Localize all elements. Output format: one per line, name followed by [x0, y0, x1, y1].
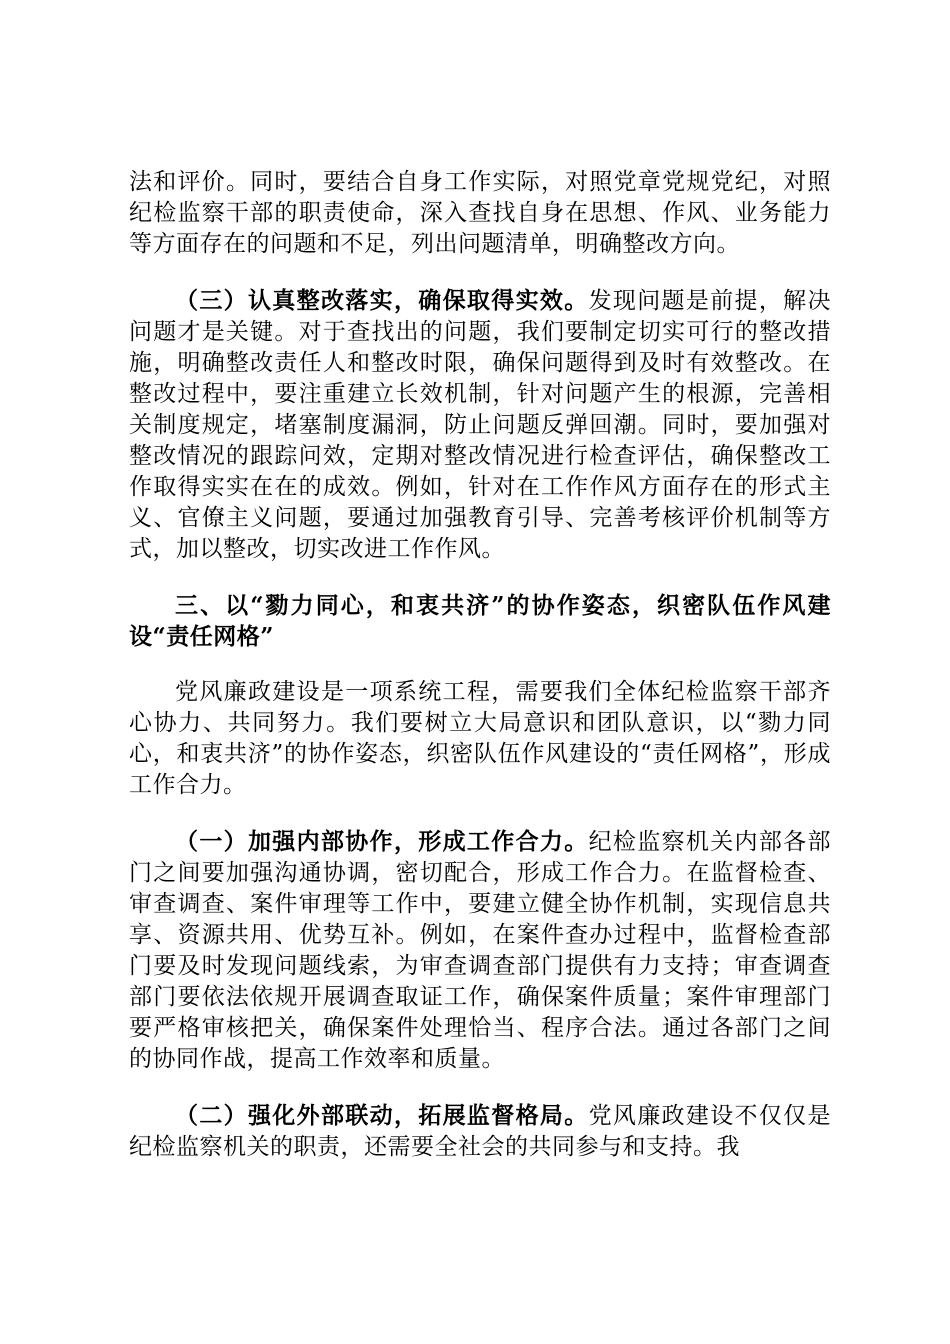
section-3-heading: 三、以“勠力同心，和衷共济”的协作姿态，织密队伍作风建设“责任网格” [129, 592, 831, 650]
subsection-3-heading: （三）认真整改落实，确保取得实效。 [175, 287, 589, 314]
subsection-1-heading: （一）加强内部协作，形成工作合力。 [175, 828, 589, 855]
subsection-3-body: 发现问题是前提，解决问题才是关键。对于查找出的问题，我们要制定切实可行的整改措施，明确整改责任人和整改时限，确保问题得到及时有效整改。在整改过程中，要注重建立长效机制，针对问题产生的根源，完善相关制度规定，堵塞制度漏洞，防止问题反弹回潮。同时，要加强对整改情况的跟踪问效，定期对整改情况进行检查评估，确保整改工作取得实实在在的成效。例如，针对在工作作风方面存在的形式主义、官僚主义问题，要通过加强教育引导、完善考核评价机制等方式，加以整改，切实改进工作作风。 [129, 288, 832, 562]
paragraph-continuation: 法和评价。同时，要结合自身工作实际，对照党章党规党纪，对照纪检监察干部的职责使命，深入查找自身在思想、作风、业务能力等方面存在的问题和不足，列出问题清单，明确整改方向。 [129, 169, 831, 257]
document-page [129, 167, 831, 1163]
subsection-2-heading: （二）强化外部联动，拓展监督格局。 [175, 1102, 589, 1129]
subsection-1-paragraph [129, 826, 831, 1075]
subsection-2-body: 党风廉政建设不仅仅是纪检监察机关的职责，还需要全社会的共同参与和支持。我 [129, 1103, 832, 1160]
subsection-3-paragraph [129, 285, 831, 565]
subsection-1-body: 纪检监察机关内部各部门之间要加强沟通协调，密切配合，形成工作合力。在监督检查、审查调查、案件审理等工作中，要建立健全协作机制，实现信息共享、资源共用、优势互补。例如，在案件查办过程中，监督检查部门要及时发现问题线索，为审查调查部门提供有力支持；审查调查部门要依法依规开展调查取证工作，确保案件质量；案件审理部门要严格审核把关，确保案件处理恰当、程序合法。通过各部门之间的协同作战，提高工作效率和质量。 [129, 829, 832, 1072]
subsection-2-paragraph [129, 1100, 831, 1163]
section-3-intro-paragraph: 党风廉政建设是一项系统工程，需要我们全体纪检监察干部齐心协力、共同努力。我们要树立大局意识和团队意识，以“勠力同心，和衷共济”的协作姿态，织密队伍作风建设的“责任网格”，形成工作合力。 [129, 679, 831, 798]
